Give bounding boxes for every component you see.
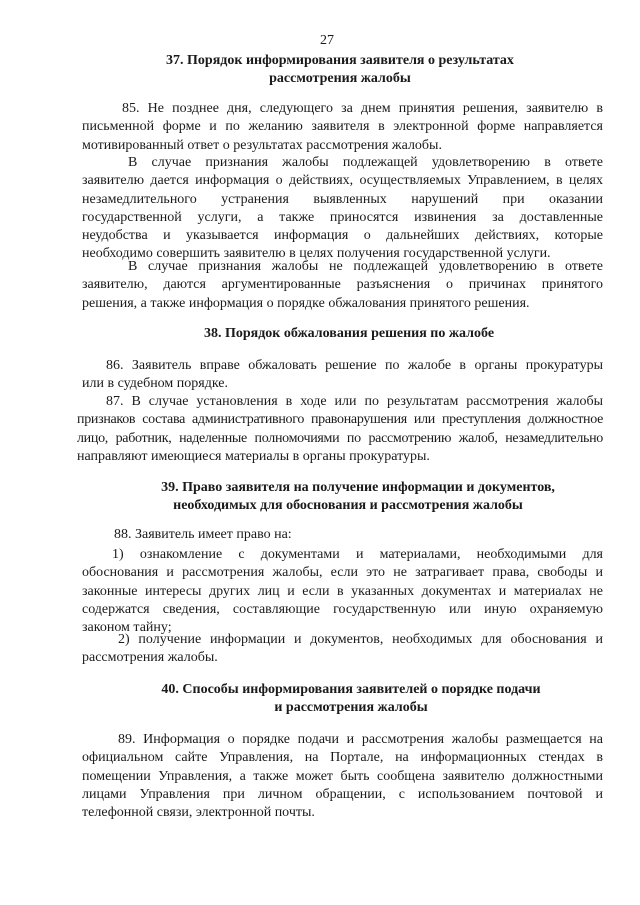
text-line: обоснования и рассмотрения жалобы, если это не затрагивает права, свободы и bbox=[82, 565, 603, 581]
heading-line: 37. Порядок информирования заявителя о результатах bbox=[166, 53, 514, 68]
section-39-heading bbox=[0, 479, 640, 515]
text-line: 89. Информация о порядке подачи и рассмотрения жалобы размещается на bbox=[118, 732, 603, 747]
text-line: законные интересы других лиц и если в указанных документах и материалах не bbox=[82, 583, 603, 599]
text-line: необходимо совершить заявителю в целях получения государственной услуги. bbox=[82, 246, 551, 262]
text-line: признаков состава административного правонарушения или преступления должностное bbox=[77, 412, 603, 428]
heading-line: и рассмотрения жалобы bbox=[274, 700, 428, 715]
text-line: рассмотрения жалобы. bbox=[82, 650, 218, 666]
paragraph-89 bbox=[82, 731, 603, 822]
paragraph-88-item-2 bbox=[82, 631, 603, 668]
paragraph-85-3 bbox=[82, 258, 603, 313]
text-line: или в судебном порядке. bbox=[82, 376, 228, 392]
section-37-heading bbox=[0, 52, 640, 88]
text-line: направляют имеющиеся материалы в органы прокуратуры. bbox=[77, 448, 430, 464]
text-line: заявителю, даются аргументированные разъяснения о причинах принятого bbox=[82, 277, 603, 293]
text-line: письменной форме и по желанию заявителя в электронной форме направляется bbox=[82, 119, 603, 135]
text-line: мотивированный ответ о результатах рассмотрения жалобы. bbox=[82, 137, 442, 153]
text-line: неудобства и указывается информация о дальнейших действиях, которые bbox=[82, 228, 603, 244]
heading-line: необходимых для обоснования и рассмотрения жалобы bbox=[173, 498, 523, 513]
text-line: 1) ознакомление с документами и материалами, необходимыми для bbox=[112, 547, 603, 562]
text-line: официальном сайте Управления, на Портале, на информационных стендах в bbox=[82, 750, 603, 766]
section-38-heading bbox=[0, 325, 640, 343]
paragraph-85 bbox=[82, 100, 603, 155]
paragraph-88 bbox=[82, 526, 603, 544]
text-line: В случае признания жалобы подлежащей удовлетворению в ответе bbox=[128, 155, 603, 170]
heading-line: 38. Порядок обжалования решения по жалобе bbox=[203, 326, 495, 341]
paragraph-87 bbox=[77, 393, 603, 466]
text-line: законом тайну; bbox=[82, 620, 172, 636]
text-line: содержатся сведения, составляющие государственную или иную охраняемую bbox=[82, 601, 603, 617]
text-line: лицами Управления при личном обращении, с использованием почтовой и bbox=[82, 786, 603, 802]
text-line: телефонной связи, электронной почты. bbox=[82, 805, 315, 821]
text-line: 85. Не позднее дня, следующего за днем принятия решения, заявителю в bbox=[122, 101, 603, 116]
text-line: 87. В случае установления в ходе или по результатам рассмотрения жалобы bbox=[106, 394, 603, 409]
section-40-heading bbox=[0, 681, 640, 717]
text-line: государственной услуги, а также приносятся извинения за доставленные bbox=[82, 209, 603, 225]
text-line: В случае признания жалобы не подлежащей удовлетворению в ответе bbox=[128, 259, 603, 274]
paragraph-86 bbox=[82, 357, 603, 394]
paragraph-88-item-1 bbox=[82, 546, 603, 637]
text-line: помещении Управления, а также может быть сообщена заявителю должностными bbox=[82, 768, 603, 784]
text-line: 88. Заявитель имеет право на: bbox=[114, 527, 292, 542]
text-line: заявителю дается информация о действиях, осуществляемых Управлением, в целях bbox=[82, 173, 603, 189]
text-line: лицо, работник, наделенные полномочиями по рассмотрению жалоб, незамедлительно bbox=[77, 430, 603, 446]
heading-line: 40. Способы информирования заявителей о порядке подачи bbox=[161, 682, 541, 697]
heading-line: 39. Право заявителя на получение информации и документов, bbox=[161, 480, 555, 495]
text-line: 86. Заявитель вправе обжаловать решение по жалобе в органы прокуратуры bbox=[106, 358, 603, 373]
page-number: 27 bbox=[320, 33, 334, 48]
text-line: решения, а также информация о порядке обжалования принятого решения. bbox=[82, 295, 530, 311]
paragraph-85-2 bbox=[82, 154, 603, 264]
heading-line: рассмотрения жалобы bbox=[269, 71, 411, 86]
text-line: незамедлительного устранения выявленных нарушений при оказании bbox=[82, 191, 603, 207]
text-line: 2) получение информации и документов, необходимых для обоснования и bbox=[118, 632, 603, 647]
